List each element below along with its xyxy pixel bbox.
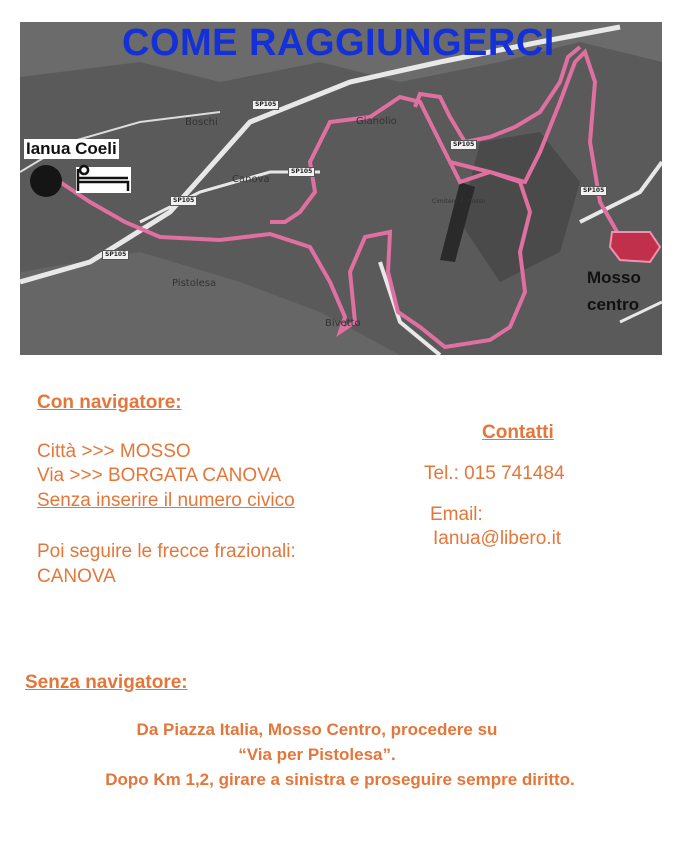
place-pistolesa: Pistolesa xyxy=(172,278,217,289)
place-gianolio: Gianolio xyxy=(356,116,397,127)
no-navigator-heading: Senza navigatore: xyxy=(25,672,188,693)
bed-icon xyxy=(76,167,131,193)
no-navigator-line3: Dopo Km 1,2, girare a sinistra e proseguire sempre diritto. xyxy=(105,770,575,789)
navigator-follow-line1: Poi seguire le frecce frazionali: xyxy=(37,541,296,562)
map-graphic xyxy=(20,22,662,355)
page-title: COME RAGGIUNGERCI xyxy=(122,22,555,64)
contacts-email-label: Email: xyxy=(430,504,483,525)
ianua-coeli-marker xyxy=(30,165,62,197)
contacts-phone: Tel.: 015 741484 xyxy=(424,463,565,484)
place-canova: Canova xyxy=(232,174,270,185)
road-label: SP105 xyxy=(102,250,129,260)
route-map xyxy=(20,22,662,355)
origin-label: Ianua Coeli xyxy=(26,139,117,158)
road-label: SP105 xyxy=(170,196,197,206)
no-navigator-line1: Da Piazza Italia, Mosso Centro, procedere su xyxy=(136,720,498,739)
road-label: SP105 xyxy=(580,186,607,196)
road-label: SP105 xyxy=(252,100,279,110)
navigator-follow-line2: CANOVA xyxy=(37,566,116,587)
navigator-heading: Con navigatore: xyxy=(37,392,182,413)
mosso-centro-area xyxy=(610,232,660,262)
place-bivetto: Bivetto xyxy=(325,318,361,329)
destination-label-line1: Mosso xyxy=(587,268,641,287)
no-navigator-line2: “Via per Pistolesa”. xyxy=(238,745,396,764)
navigator-city: Città >>> MOSSO xyxy=(37,441,191,462)
contacts-email[interactable]: Ianua@libero.it xyxy=(433,528,562,549)
road-label: SP105 xyxy=(288,167,315,177)
navigator-no-civic: Senza inserire il numero civico xyxy=(37,490,295,511)
destination-label-line2: centro xyxy=(587,295,639,314)
contacts-heading: Contatti xyxy=(482,422,554,443)
place-boschi: Boschi xyxy=(185,117,218,128)
navigator-street: Via >>> BORGATA CANOVA xyxy=(37,465,282,486)
place-cimitero: Cimitero di Mosso xyxy=(432,198,486,205)
road-label: SP105 xyxy=(450,140,477,150)
